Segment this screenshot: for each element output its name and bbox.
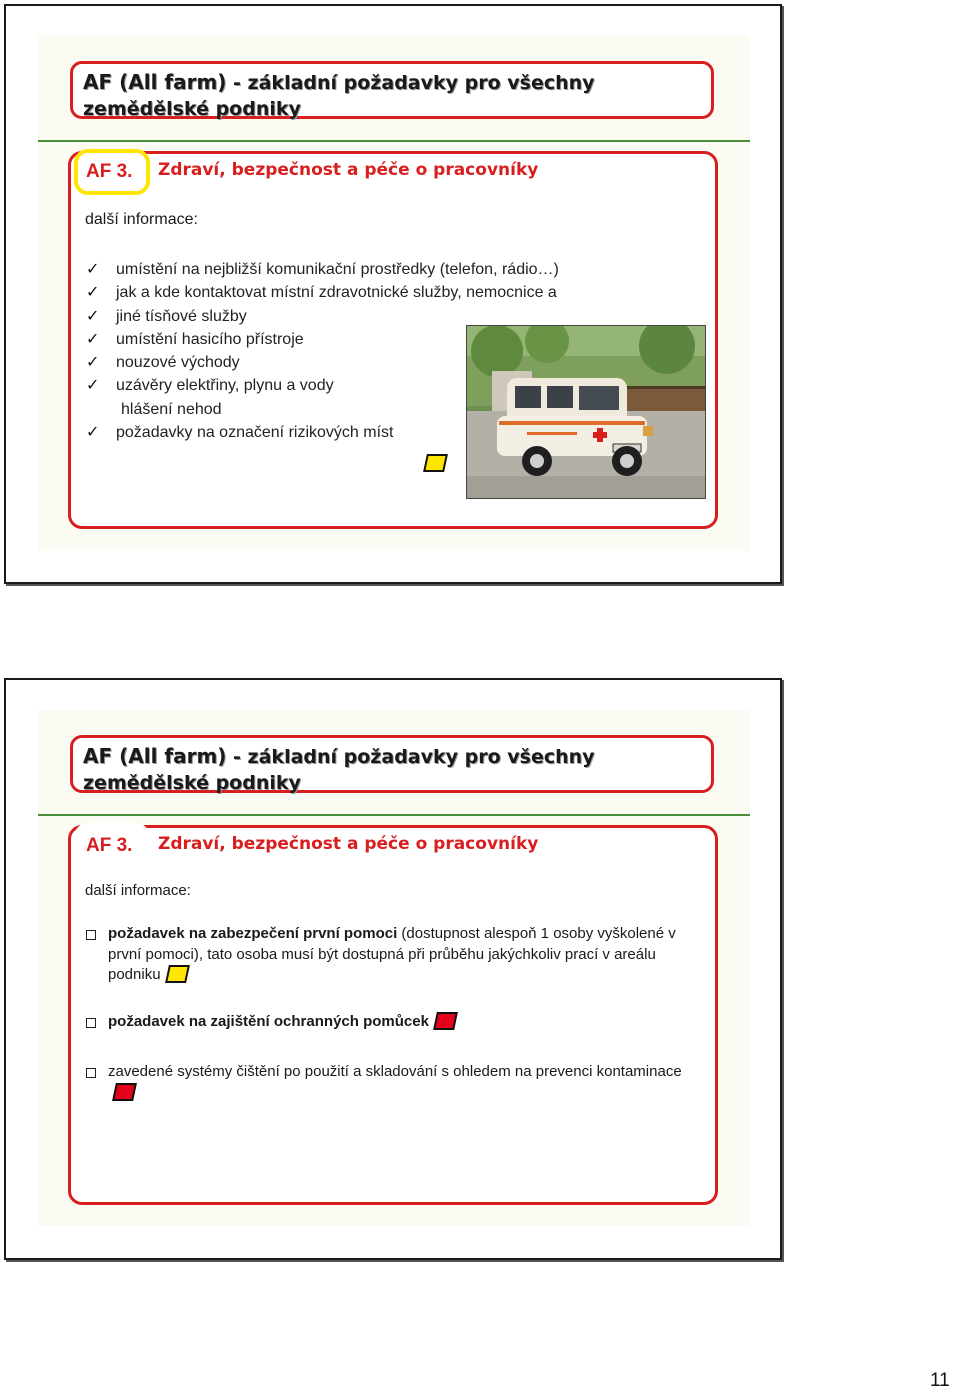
yellow-marker-shape: [165, 965, 190, 983]
slide-2-title-rest: - základní požadavky pro všechny zemědělské podniky: [83, 746, 595, 794]
slide-1: [4, 4, 782, 584]
slide-2-info-label: další informace:: [85, 882, 191, 899]
checkmark-icon: ✓: [86, 307, 100, 325]
slide-1-title-main: AF (All farm): [83, 70, 227, 94]
slide-2-bullet-list: [84, 924, 684, 1103]
checkmark-icon: ✓: [86, 261, 100, 278]
slide-1-title-box: [70, 61, 714, 119]
list-item: [86, 281, 559, 304]
slide-2: [4, 678, 782, 1260]
slide-2-af-badge: [74, 823, 150, 869]
ambulance-photo: [466, 325, 706, 499]
square-bullet-icon: [86, 1018, 96, 1028]
slide-1-af-label: AF 3.: [86, 161, 133, 182]
list-item: [84, 924, 684, 986]
checkmark-icon: ✓: [86, 330, 100, 348]
slide-2-canvas: [38, 710, 750, 1226]
red-marker-icon: [114, 1083, 134, 1099]
slide-2-af-label: AF 3.: [86, 835, 133, 856]
checkmark-icon: ✓: [86, 377, 100, 395]
slide-1-title-rest: - základní požadavky pro všechny zemědělské podniky: [83, 72, 595, 120]
square-bullet-icon: [86, 930, 96, 940]
list-item-text: požadavky na označení rizikových míst: [116, 424, 394, 442]
list-item-text: jiné tísňové služby: [116, 307, 247, 325]
page-number: 11: [930, 1370, 950, 1391]
list-item: [84, 1012, 684, 1033]
red-marker-shape: [112, 1083, 137, 1101]
list-item-text: hlášení nehod: [121, 400, 222, 418]
slide-1-title: [83, 69, 713, 122]
slide-1-af-badge: [74, 149, 150, 195]
slide-2-title: [83, 743, 713, 796]
checkmark-icon: ✓: [86, 354, 100, 372]
list-item-text: (dostupnost alespoň 1 osoby vyškolené v první pomoci), tato osoba musí být dostupná při průběhu jakýchkoliv prací v areálu podniku: [108, 925, 676, 983]
slide-2-title-box: [70, 735, 714, 793]
list-item-text: umístění hasicího přístroje: [116, 330, 304, 348]
slide-2-divider: [38, 814, 750, 816]
list-item-text: umístění na nejbližší komunikační prostředky (telefon, rádio…): [116, 261, 559, 278]
checkmark-icon: ✓: [86, 284, 100, 302]
list-item-text: jak a kde kontaktovat místní zdravotnické služby, nemocnice a: [116, 284, 557, 302]
red-marker-shape: [433, 1012, 458, 1030]
list-item: [84, 1062, 684, 1103]
square-bullet-icon: [86, 1068, 96, 1078]
list-item-text: zavedené systémy čištění po použití a skladování s ohledem na prevenci kontaminace: [108, 1063, 682, 1080]
yellow-marker-icon: [167, 965, 187, 981]
checkmark-icon: ✓: [86, 424, 100, 442]
slide-1-info-label: další informace:: [85, 211, 198, 228]
slide-1-canvas: [38, 36, 750, 551]
slide-1-divider: [38, 140, 750, 142]
red-marker-icon: [435, 1012, 455, 1028]
list-item-bold: požadavek na zajištění ochranných pomůcek: [108, 1012, 429, 1030]
list-item: [86, 258, 559, 281]
list-item-bold: požadavek na zabezpečení první pomoci: [108, 925, 398, 942]
yellow-marker-icon: [423, 454, 448, 472]
slide-1-section-title: Zdraví, bezpečnost a péče o pracovníky: [158, 160, 539, 180]
list-item-text: uzávěry elektřiny, plynu a vody: [116, 377, 334, 395]
ambulance-illustration: [467, 326, 705, 498]
slide-2-title-main: AF (All farm): [83, 744, 227, 768]
slide-2-section-title: Zdraví, bezpečnost a péče o pracovníky: [158, 834, 539, 854]
list-item-text: nouzové východy: [116, 354, 240, 372]
